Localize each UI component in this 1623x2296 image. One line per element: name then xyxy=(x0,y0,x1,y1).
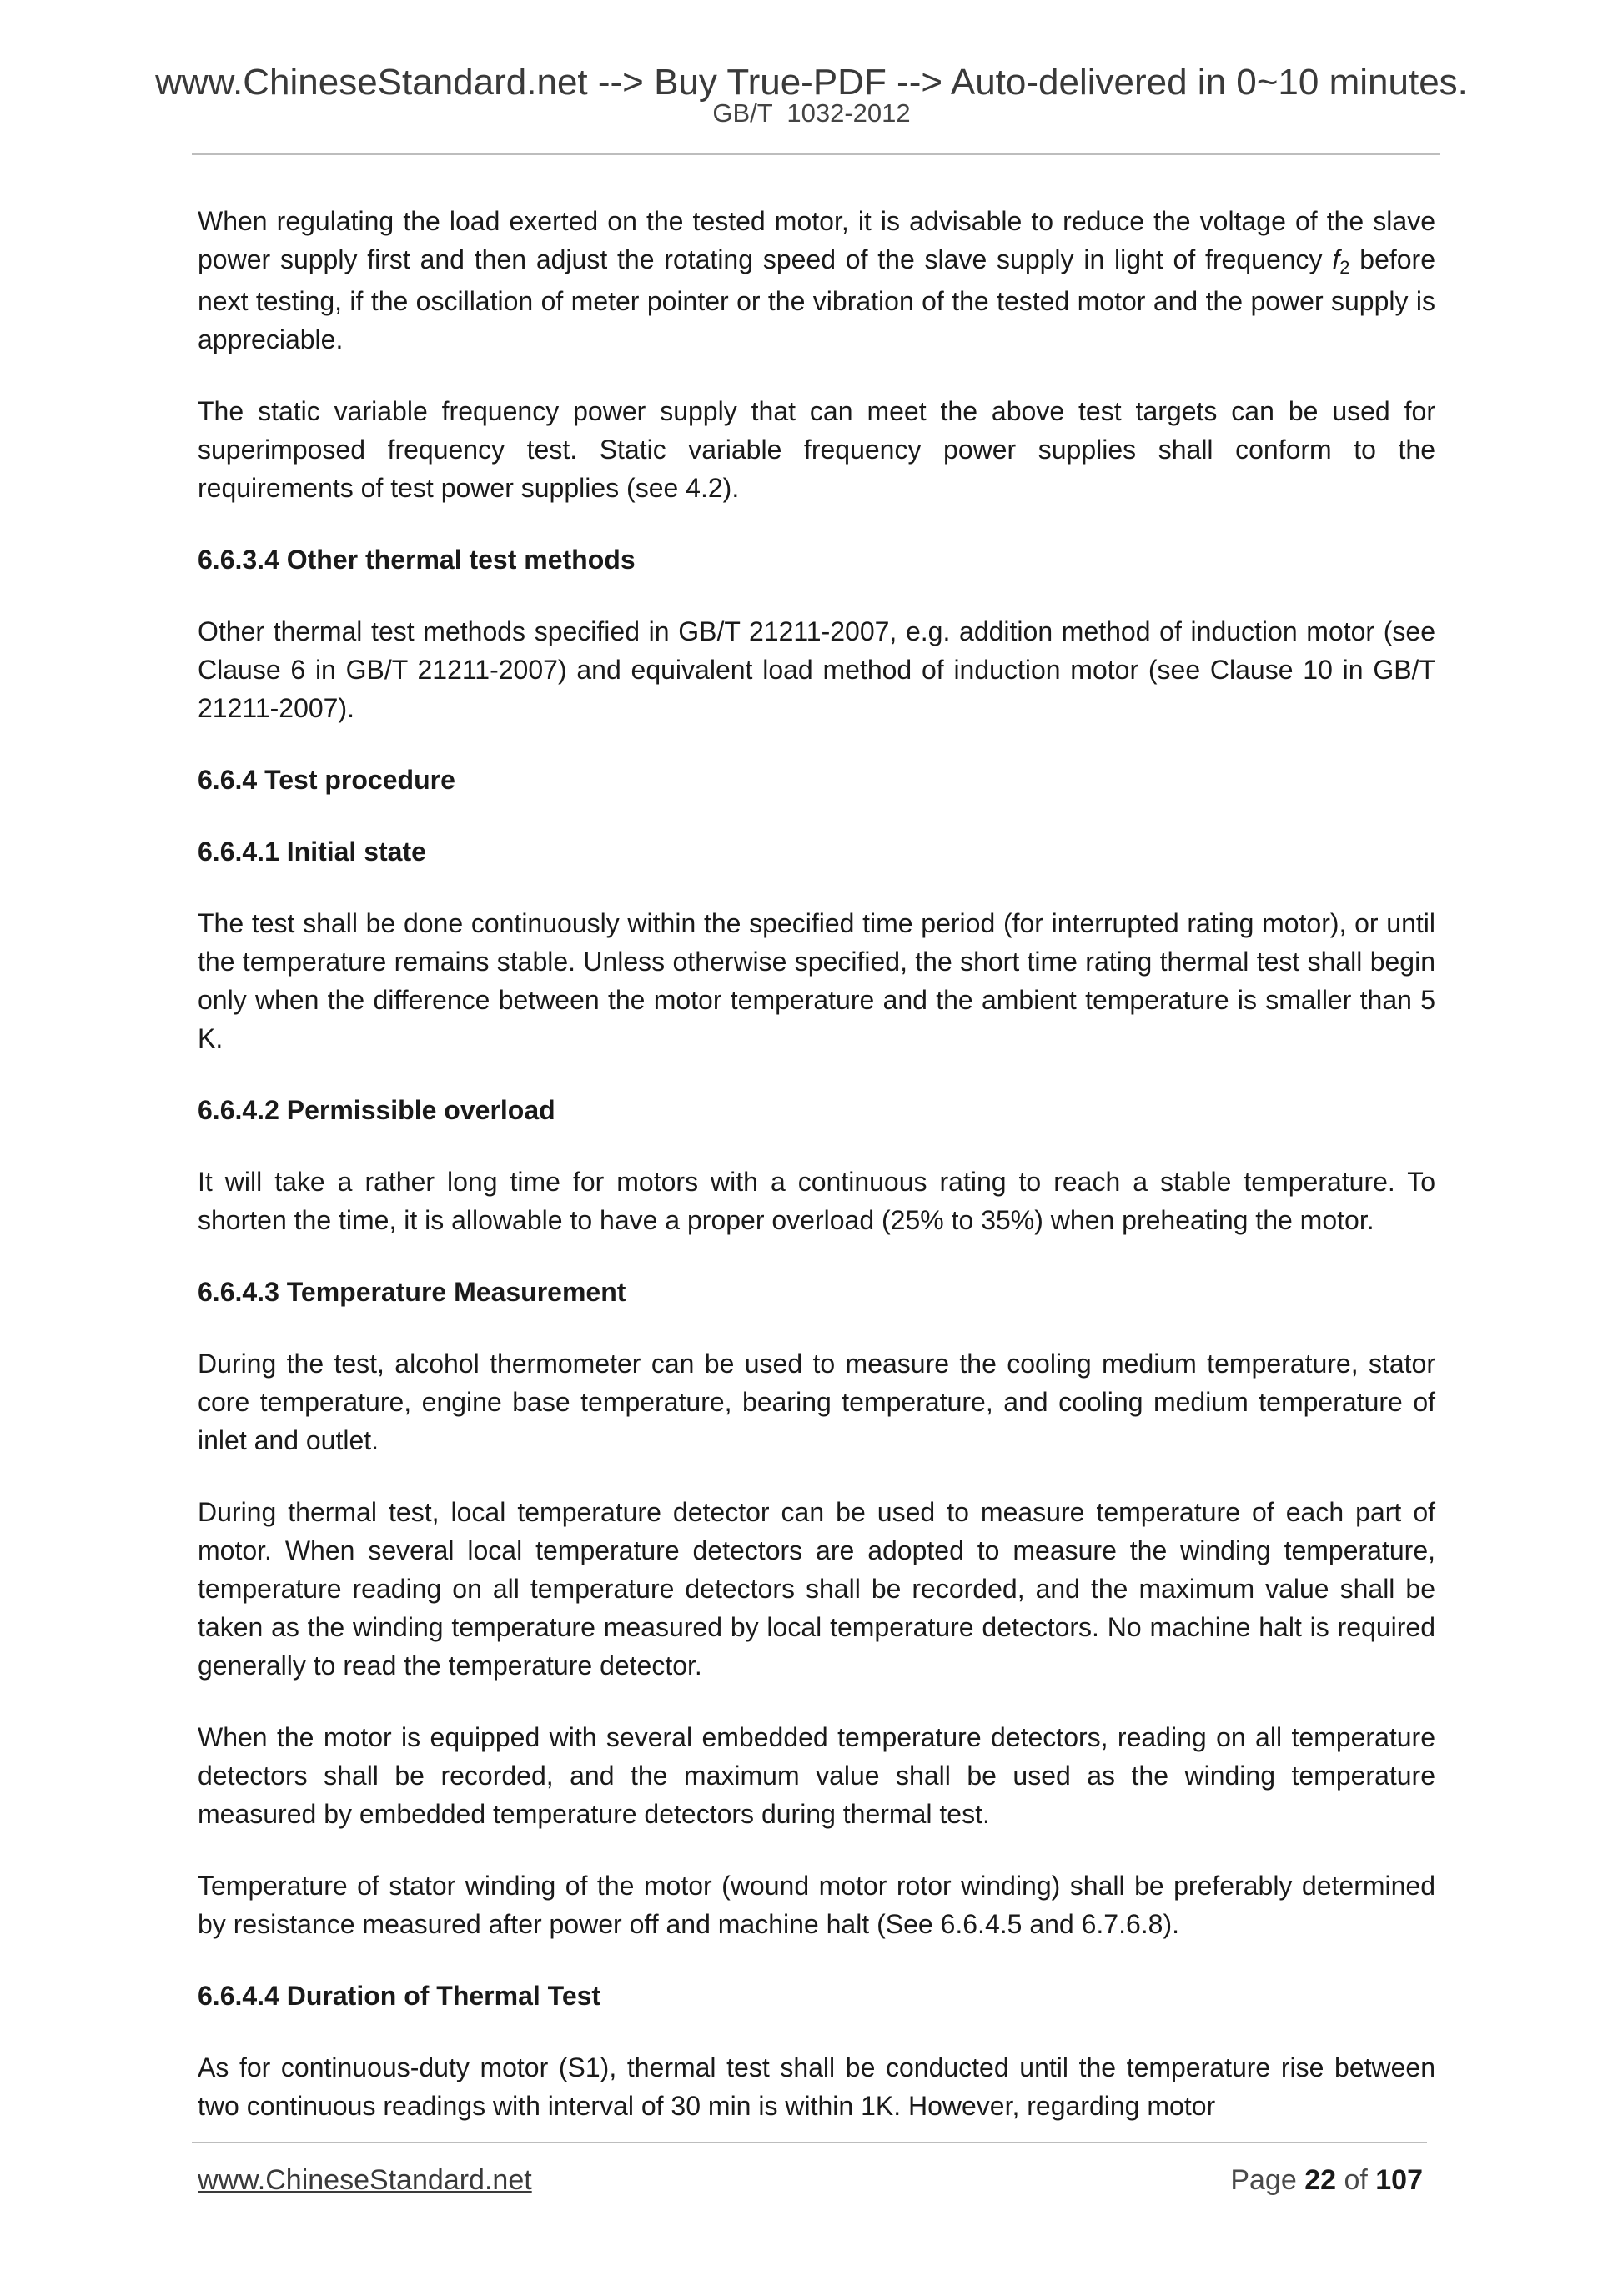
page-content xyxy=(198,202,1435,2158)
paragraph-embedded-detectors: When the motor is equipped with several embedded temperature detectors, reading on all temperature detectors shall be recorded, and the maximum value shall be used as the winding temperature measured by embedded temperature detectors during thermal test. xyxy=(198,1722,1435,1829)
page-current: 22 xyxy=(1304,2164,1337,2196)
section-heading-6-6-4-2: 6.6.4.2 Permissible overload xyxy=(198,1095,555,1125)
paragraph-stator-winding: Temperature of stator winding of the motor (wound motor rotor winding) shall be preferably determined by resistance measured after power off and machine halt (See 6.6.4.5 and 6.7.6.8). xyxy=(198,1871,1435,1939)
paragraph-other-methods: Other thermal test methods specified in GB/T 21211-2007, e.g. addition method of induction motor (see Clause 6 in GB/T 21211-2007) and equivalent load method of induction motor (see Clause 10 in GB/T 21211-2007). xyxy=(198,616,1435,723)
frequency-variable: f xyxy=(1332,244,1340,274)
page-prefix: Page xyxy=(1230,2164,1305,2196)
footer-divider xyxy=(192,2142,1427,2143)
paragraph-initial-state: The test shall be done continuously within the specified time period (for interrupted rating motor), or until the temperature remains stable. Unless otherwise specified, the short time rating thermal test shall begin only when the difference between the motor temperature and the ambient temperature is smaller than 5 K. xyxy=(198,908,1435,1053)
paragraph-duration: As for continuous-duty motor (S1), thermal test shall be conducted until the temperature rise between two continuous readings with interval of 30 min is within 1K. However, regarding motor xyxy=(198,2052,1435,2121)
paragraph-load-regulation xyxy=(198,202,1435,359)
header-banner: www.ChineseStandard.net --> Buy True-PDF --> Auto-delivered in 0~10 minutes. xyxy=(155,62,1468,103)
page-total: 107 xyxy=(1375,2164,1423,2196)
header-divider xyxy=(192,153,1440,155)
section-heading-6-6-4-3: 6.6.4.3 Temperature Measurement xyxy=(198,1277,626,1307)
paragraph-local-detectors: During thermal test, local temperature detector can be used to measure temperature of each part of motor. When several local temperature detectors are adopted to measure the winding temperature, temperature reading on all temperature detectors shall be recorded, and the maximum value shall be taken as the winding temperature measured by local temperature detectors. No machine halt is required generally to read the temperature detector. xyxy=(198,1497,1435,1681)
paragraph-text: When regulating the load exerted on the tested motor, it is advisable to reduce the voltage of the slave power supply first and then adjust the rotating speed of the slave supply in light of frequency xyxy=(198,206,1435,274)
footer-site-link[interactable]: www.ChineseStandard.net xyxy=(198,2164,532,2196)
paragraph-static-power-supply: The static variable frequency power supply that can meet the above test targets can be used for superimposed frequency test. Static variable frequency power supplies shall conform to the requirements of test power supplies (see 4.2). xyxy=(198,396,1435,503)
section-heading-6-6-4-1: 6.6.4.1 Initial state xyxy=(198,837,426,867)
paragraph-alcohol-thermometer: During the test, alcohol thermometer can be used to measure the cooling medium temperature, stator core temperature, engine base temperature, bearing temperature, and cooling medium temperature of inlet and outlet. xyxy=(198,1349,1435,1455)
page-number xyxy=(1230,2163,1423,2197)
frequency-subscript: 2 xyxy=(1339,257,1350,278)
section-heading-6-6-4: 6.6.4 Test procedure xyxy=(198,765,455,795)
section-heading-6-6-4-4: 6.6.4.4 Duration of Thermal Test xyxy=(198,1981,601,2011)
paragraph-text: before next testing, if the oscillation of meter pointer or the vibration of the tested motor and the power supply is appreciable. xyxy=(198,244,1436,354)
section-heading-6-6-3-4: 6.6.3.4 Other thermal test methods xyxy=(198,545,636,575)
paragraph-overload: It will take a rather long time for motors with a continuous rating to reach a stable temperature. To shorten the time, it is allowable to have a proper overload (25% to 35%) when preheating the motor. xyxy=(198,1167,1435,1235)
standard-code: GB/T 1032-2012 xyxy=(712,98,911,128)
page-of: of xyxy=(1336,2164,1376,2196)
